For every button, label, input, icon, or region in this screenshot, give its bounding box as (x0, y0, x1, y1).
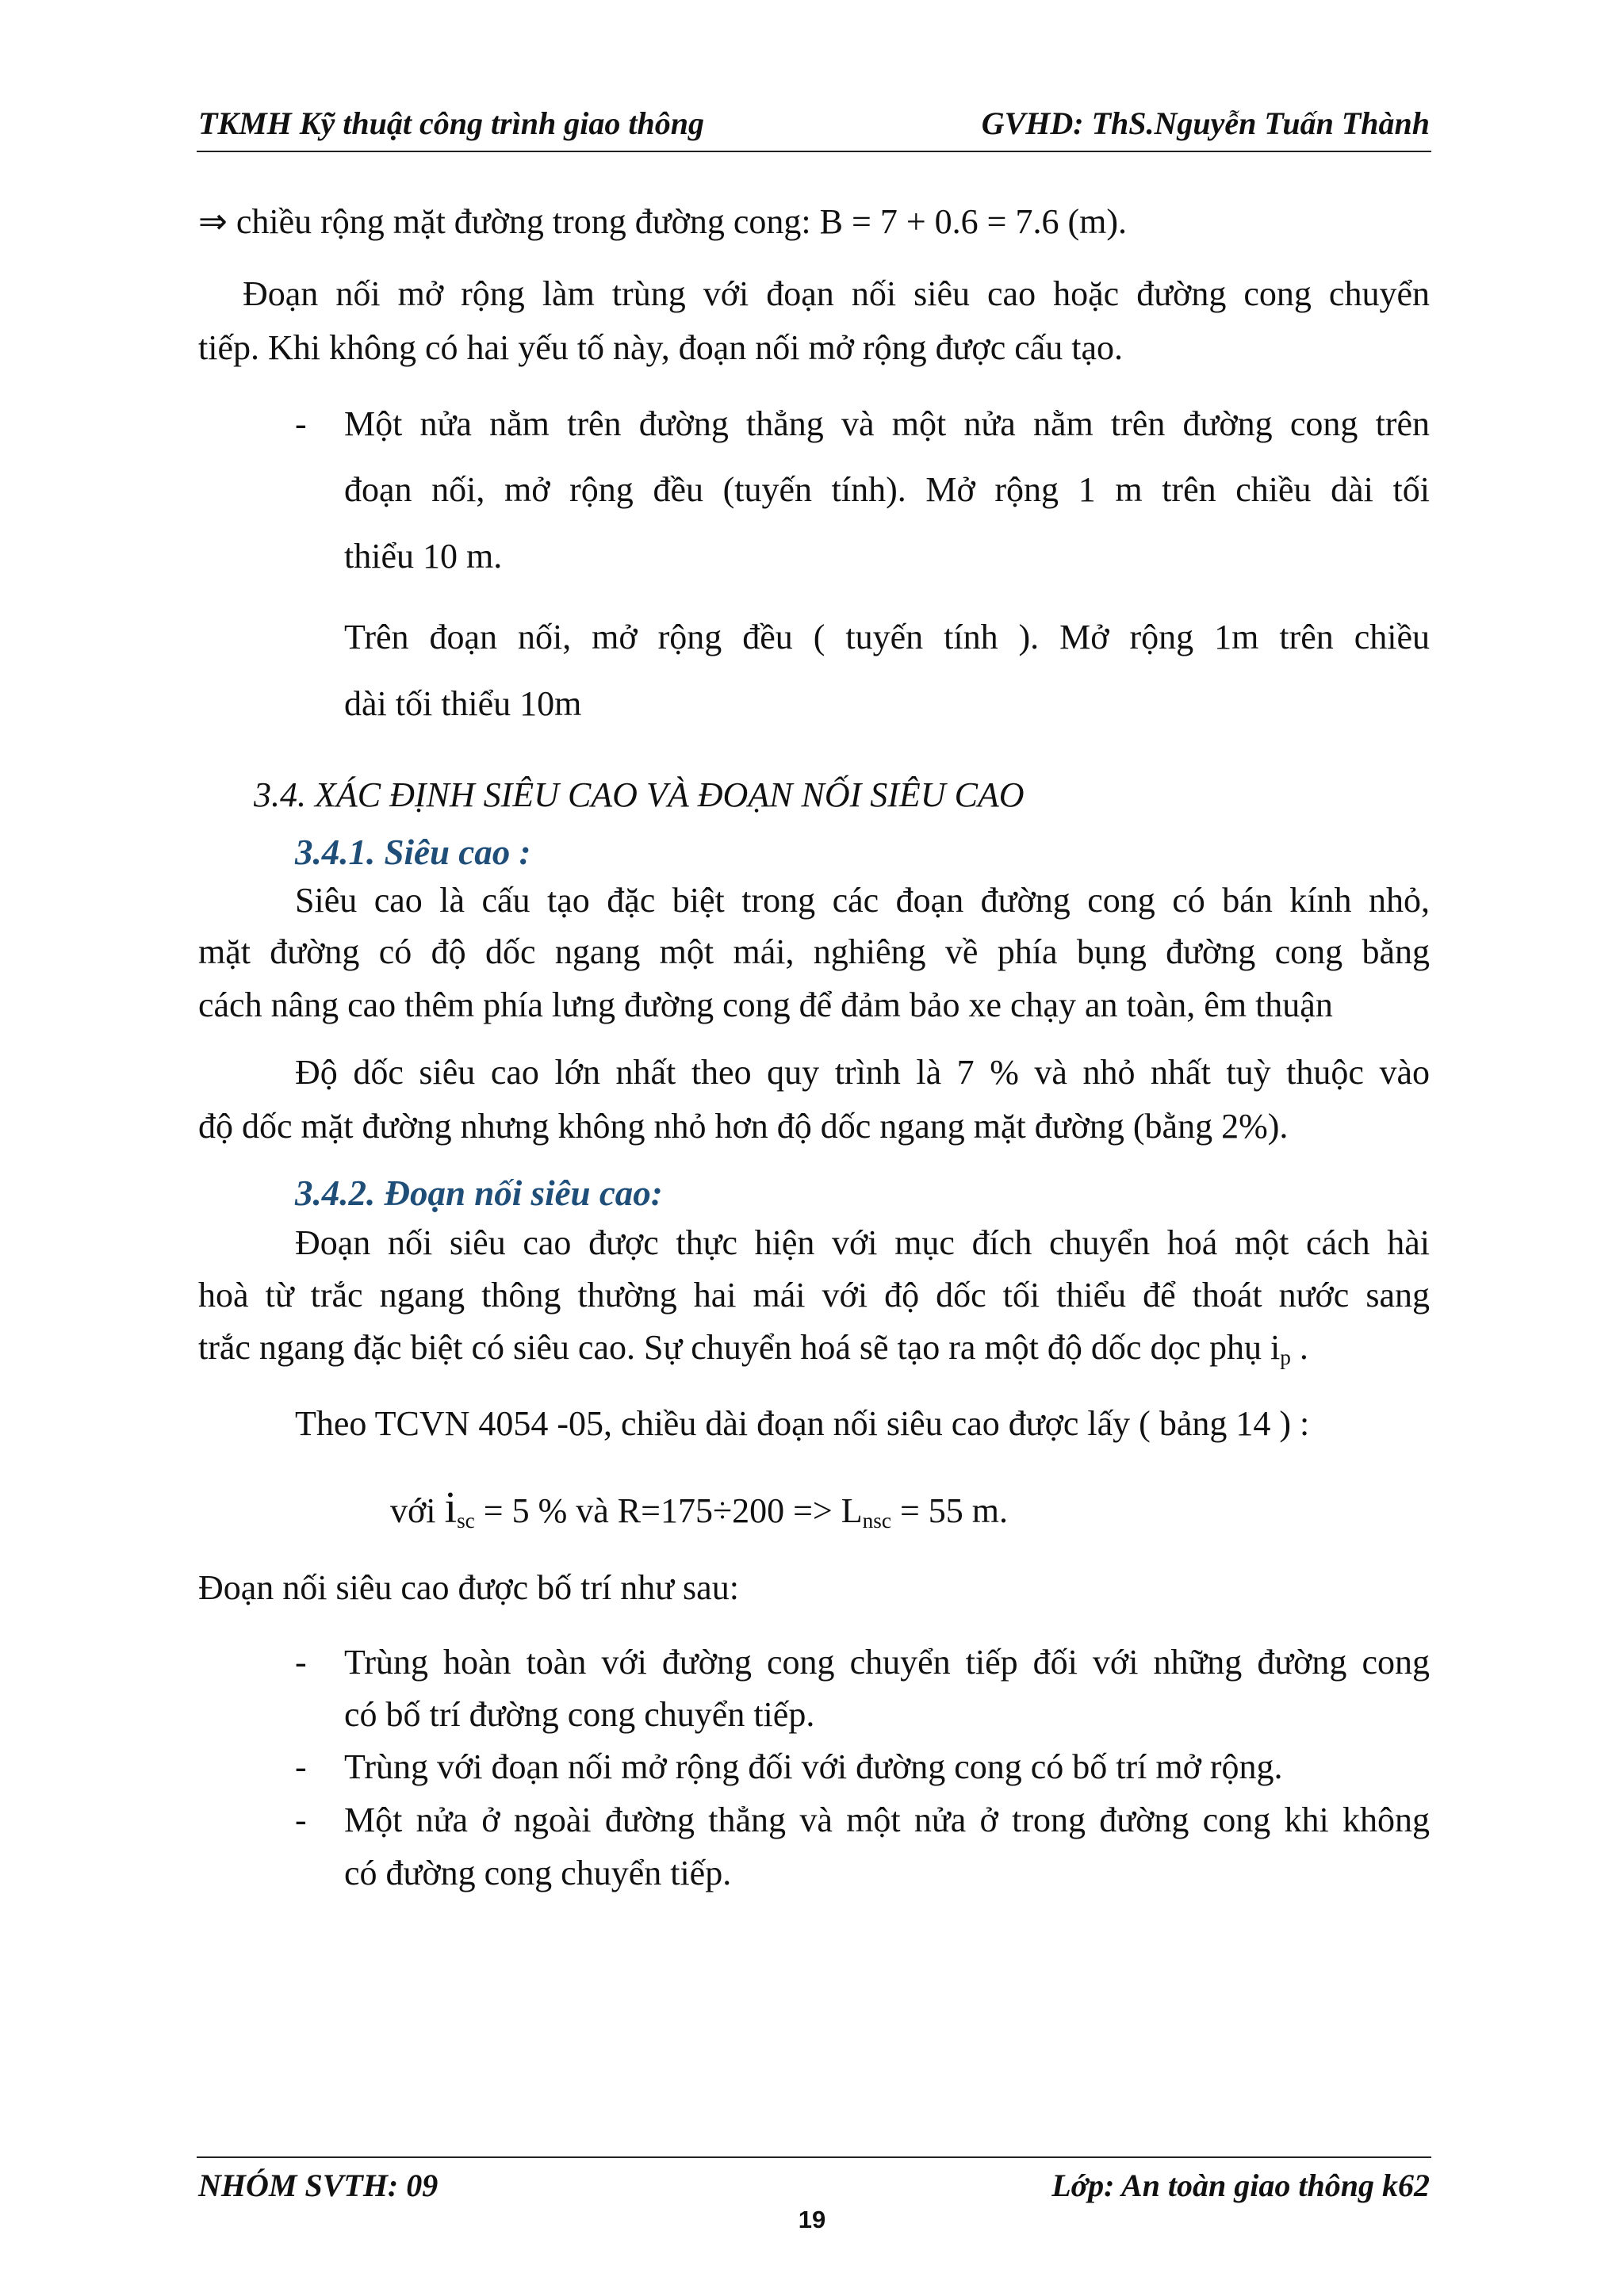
footer-group: NHÓM SVTH: 09 (198, 2168, 439, 2203)
sub1-para1-line-1: Siêu cao là cấu tạo đặc biệt trong các đoạn đường cong có bán kính nhỏ, (295, 881, 1430, 920)
bullet1-line-2: đoạn nối, mở rộng đều (tuyến tính). Mở rộng 1 m trên chiều dài tối (344, 470, 1430, 509)
header-instructor: GVHD: ThS.Nguyễn Tuấn Thành (981, 105, 1430, 141)
formula-line: với $i_{sc} = 5$ % và $R=175\div 200 => L_{nsc} = 55$ m. (390, 1483, 1009, 1533)
footer-class: Lớp: An toàn giao thông k62 (1051, 2168, 1430, 2203)
section-title: 3.4. XÁC ĐỊNH SIÊU CAO VÀ ĐOẠN NỐI SIÊU CAO (254, 775, 1025, 814)
formula-i-symbol: i (444, 1483, 458, 1533)
bullet-dash: - (295, 404, 307, 443)
bullet1-line-3: thiểu 10 m. (344, 537, 503, 576)
bullet2-line-2: có bố trí đường cong chuyển tiếp. (344, 1695, 815, 1734)
implies-arrow: ⇒ (198, 202, 228, 241)
sub2-para1-line-2: hoà từ trắc ngang thông thường hai mái với độ dốc tối thiểu để thoát nước sang (198, 1276, 1430, 1314)
arrangement-intro: Đoạn nối siêu cao được bố trí như sau: (198, 1568, 739, 1607)
sub1-para1-line-2: mặt đường có độ dốc ngang một mái, nghiêng về phía bụng đường cong bằng (198, 932, 1430, 971)
bullet1-extra-line-2: dài tối thiểu 10m (344, 684, 582, 723)
header-rule (197, 151, 1431, 152)
para1-line-1: Đoạn nối mở rộng làm trùng với đoạn nối siêu cao hoặc đường cong chuyển (243, 274, 1430, 313)
width-result-line: ⇒ chiều rộng mặt đường trong đường cong: B = 7 + 0.6 = 7.6 (m). (198, 202, 1127, 241)
bullet1-line-1: Một nửa nằm trên đường thẳng và một nửa nằm trên đường cong trên (344, 404, 1430, 443)
bullet4-line-1: Một nửa ở ngoài đường thẳng và một nửa ở trong đường cong khi không (344, 1800, 1430, 1839)
page-number: 19 (798, 2206, 826, 2233)
header-course-title: TKMH Kỹ thuật công trình giao thông (198, 105, 704, 141)
tcvn-line: Theo TCVN 4054 -05, chiều dài đoạn nối siêu cao được lấy ( bảng 14 ) : (295, 1404, 1310, 1443)
sub1-para2-line-1: Độ dốc siêu cao lớn nhất theo quy trình là 7 % và nhỏ nhất tuỳ thuộc vào (295, 1053, 1430, 1092)
subsection-title-3-4-2: 3.4.2. Đoạn nối siêu cao: (295, 1173, 663, 1213)
footer-rule (197, 2156, 1431, 2158)
subsection-title-3-4-1: 3.4.1. Siêu cao : (295, 832, 531, 872)
bullet-dash: - (295, 1747, 307, 1786)
sub1-para2-line-2: độ dốc mặt đường nhưng không nhỏ hơn độ dốc ngang mặt đường (bằng 2%). (198, 1107, 1289, 1146)
bullet4-line-2: có đường cong chuyển tiếp. (344, 1854, 732, 1892)
sub2-para1-line-3: trắc ngang đặc biệt có siêu cao. Sự chuyển hoá sẽ tạo ra một độ dốc dọc phụ $i_p$ . (198, 1328, 1308, 1369)
division-symbol: ÷ (712, 1491, 733, 1530)
para1-line-2: tiếp. Khi không có hai yếu tố này, đoạn nối mở rộng được cấu tạo. (198, 328, 1124, 367)
bullet1-extra-line-1: Trên đoạn nối, mở rộng đều ( tuyến tính ). Mở rộng 1m trên chiều (344, 618, 1430, 656)
bullet-dash: - (295, 1800, 307, 1839)
bullet3-line-1: Trùng với đoạn nối mở rộng đối với đường cong có bố trí mở rộng. (344, 1747, 1283, 1786)
bullet-dash: - (295, 1643, 307, 1682)
bullet2-line-1: Trùng hoàn toàn với đường cong chuyển tiếp đối với những đường cong (344, 1643, 1430, 1682)
sub1-para1-line-3: cách nâng cao thêm phía lưng đường cong để đảm bảo xe chạy an toàn, êm thuận (198, 985, 1333, 1024)
sub2-para1-line-1: Đoạn nối siêu cao được thực hiện với mục đích chuyển hoá một cách hài (295, 1223, 1430, 1262)
